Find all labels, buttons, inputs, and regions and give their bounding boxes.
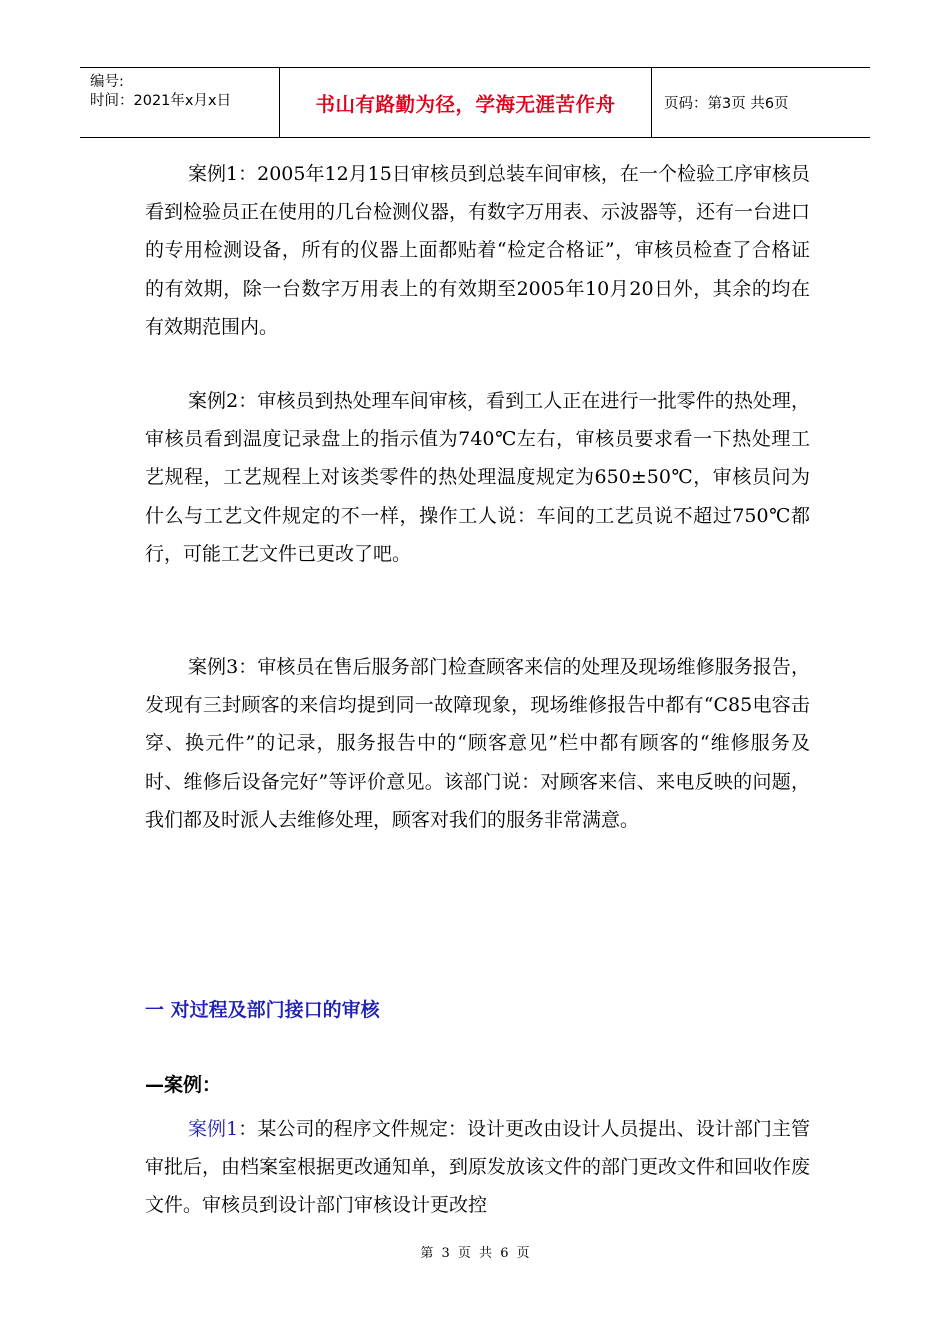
case-3-paragraph: 案例3：审核员在售后服务部门检查顾客来信的处理及现场维修服务报告，发现有三封顾客的来信均提到同一故障现象，现场维修报告中都有“C85电容击穿、换元件”的记录，服务报告中的“顾客意见”栏中都有顾客的“维修服务及时、维修后设备完好”等评价意见。该部门说：对顾客来信、来电反映的问题，我们都及时派人去维修处理，顾客对我们的服务非常满意。 [145,656,810,831]
document-number-label: 编号: [90,74,124,90]
document-time: 时间：2021年x月x日 [90,93,232,109]
header-meta [80,68,280,137]
header-motto: 书山有路勤为径，学海无涯苦作舟 [280,68,652,137]
section-heading: 一 对过程及部门接口的审核 [145,999,380,1021]
case-2-paragraph: 案例2：审核员到热处理车间审核，看到工人正在进行一批零件的热处理，审核员看到温度记录盘上的指示值为740℃左右，审核员要求看一下热处理工艺规程，工艺规程上对该类零件的热处理温度规定为650±50℃，审核员问为什么与工艺文件规定的不一样，操作工人说：车间的工艺员说不超过750℃都行，可能工艺文件已更改了吧。 [145,390,810,565]
section-case-text: ：某公司的程序文件规定：设计更改由设计人员提出、设计部门主管审批后，由档案室根据更改通知单，到原发放该文件的部门更改文件和回收作废文件。审核员到设计部门审核设计更改控 [145,1118,811,1217]
section-subheading: —案例： [145,1074,222,1096]
header-page-info: 页码：第3页 共6页 [664,96,789,112]
case-1-paragraph: 案例1：2005年12月15日审核员到总装车间审核，在一个检验工序审核员看到检验员正在使用的几台检测仪器，有数字万用表、示波器等，还有一台进口的专用检测设备，所有的仪器上面都贴着“检定合格证”，审核员检查了合格证的有效期，除一台数字万用表上的有效期至2005年10月20日外，其余的均在有效期范围内。 [145,163,811,338]
section-case-paragraph [145,1110,810,1225]
page-header [80,67,870,138]
section-case-label: 案例1 [188,1118,239,1140]
page-footer: 第 3 页 共 6 页 [420,1246,530,1261]
